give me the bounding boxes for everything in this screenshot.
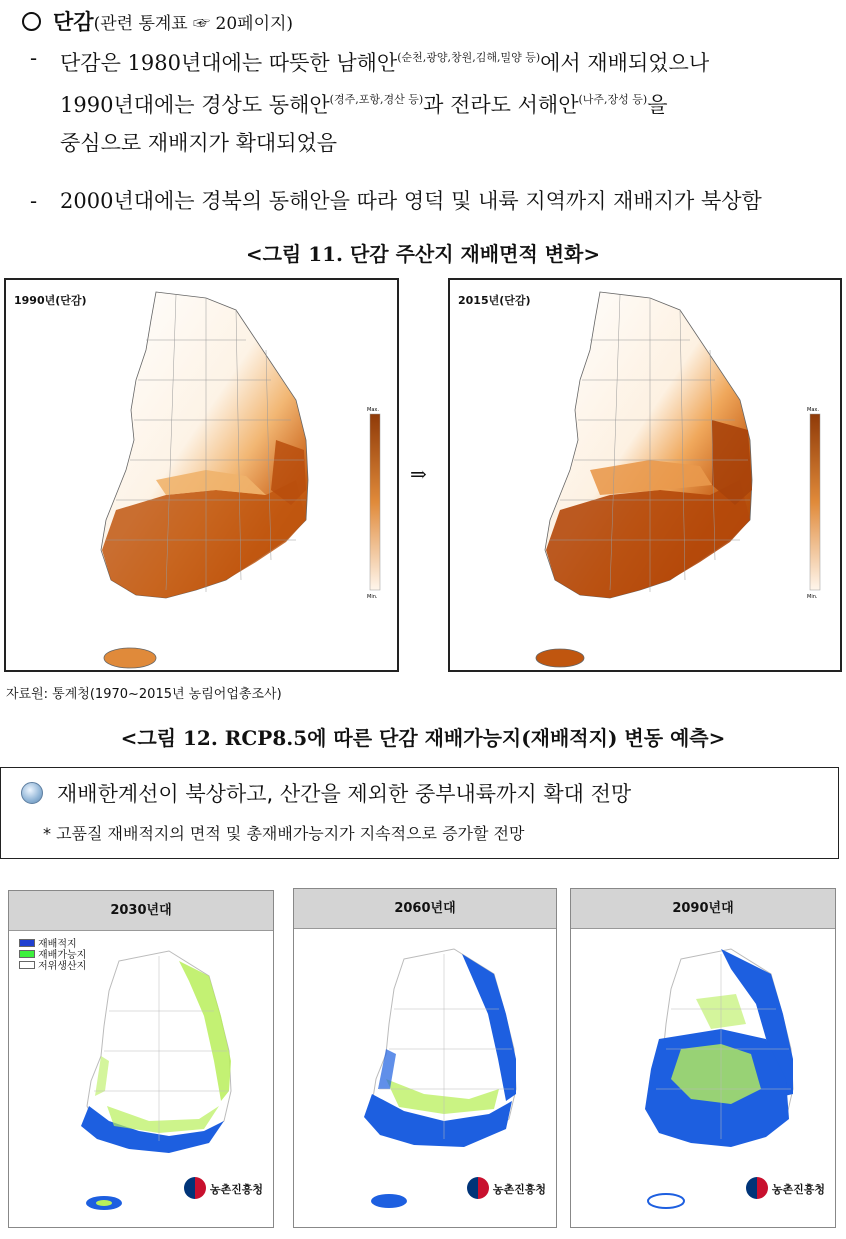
figure11-caption: <그림 11. 단감 주산지 재배면적 변화> xyxy=(245,242,601,266)
agency-logo: 농촌진흥청 xyxy=(467,1177,546,1199)
legend-item-suitable: 재배적지 xyxy=(19,939,86,950)
agency-logo: 농촌진흥청 xyxy=(746,1177,825,1199)
summary-line: 재배한계선이 북상하고, 산간을 제외한 중부내륙까지 확대 전망 xyxy=(21,778,631,808)
dash-marker: - xyxy=(30,46,38,70)
section-title: 단감 xyxy=(53,10,94,34)
scale-min-label-2015: Min. xyxy=(807,594,818,600)
bullet1-line3: 중심으로 재배지가 확대되었음 xyxy=(60,131,338,155)
section-heading xyxy=(22,6,293,36)
legend-item-possible: 재배가능지 xyxy=(19,950,86,961)
taegeuk-icon xyxy=(746,1177,768,1199)
taegeuk-icon xyxy=(184,1177,206,1199)
legend-item-low: 저위생산지 xyxy=(19,961,86,972)
lightbulb-icon xyxy=(21,782,43,804)
panel-2060s-title: 2060년대 xyxy=(294,889,556,929)
panel-2060s xyxy=(293,888,557,1228)
bullet2-text: 2000년대에는 경북의 동해안을 따라 영덕 및 내륙 지역까지 재배지가 북상함 xyxy=(60,189,762,213)
bullet1-line2: 1990년대에는 경상도 동해안$^{(경주,포항,경산 등)}$과 전라도 서해안$^{(나주,장성 등)}$을 xyxy=(60,93,668,117)
taegeuk-icon xyxy=(467,1177,489,1199)
map-1990 xyxy=(4,278,399,672)
scale-min-label: Min. xyxy=(367,594,378,600)
panel-2030s xyxy=(8,890,274,1228)
arrow-icon: ⇒ xyxy=(410,462,427,486)
bullet1-line1: 단감은 1980년대에는 따뜻한 남해안$^{(순천,광양,창원,김해,밀양 등)}$에서 재배되었으나 xyxy=(60,51,710,75)
korea-choropleth-1990 xyxy=(6,280,397,670)
agency-logo: 농촌진흥청 xyxy=(184,1177,263,1199)
scale-max-label-2015: Max. xyxy=(807,407,819,413)
dash-marker-2: - xyxy=(30,189,38,213)
circle-bullet-icon xyxy=(22,12,41,31)
summary-box xyxy=(0,767,839,859)
section-reference: (관련 통계표 ☞ 20페이지) xyxy=(93,14,294,34)
scale-max-label: Max. xyxy=(367,407,379,413)
map-1990-label: 1990년(단감) xyxy=(14,294,87,307)
panel-2090s-title: 2090년대 xyxy=(571,889,835,929)
figure12-caption: <그림 12. RCP8.5에 따른 단감 재배가능지(재배적지) 변동 예측> xyxy=(120,726,726,750)
figure11-source: 자료원: 통계청(1970~2015년 농림어업총조사) xyxy=(6,687,282,702)
panel-2090s xyxy=(570,888,836,1228)
summary-note: * 고품질 재배적지의 면적 및 총재배가능지가 지속적으로 증가할 전망 xyxy=(43,824,525,843)
map-2015-label: 2015년(단감) xyxy=(458,294,531,307)
panel-2030s-title: 2030년대 xyxy=(9,891,273,931)
korea-choropleth-2015 xyxy=(450,280,840,670)
map-2015 xyxy=(448,278,842,672)
